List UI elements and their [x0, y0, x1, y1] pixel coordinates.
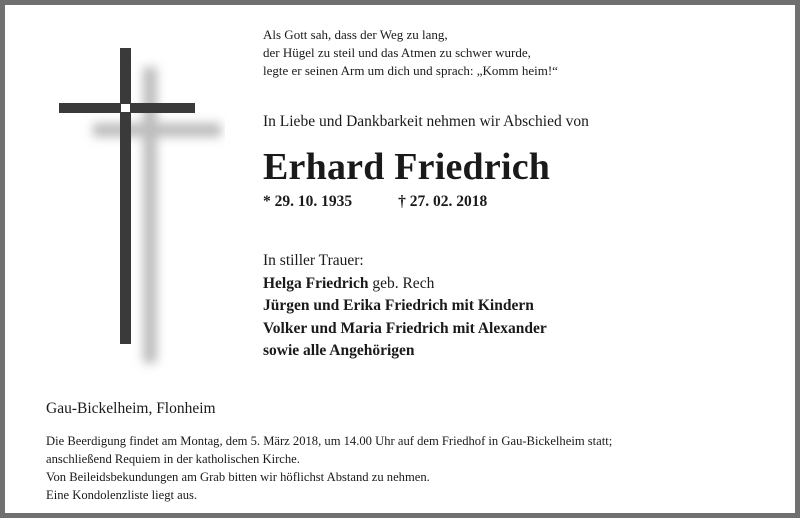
mourners-heading: In stiller Trauer:	[263, 252, 364, 269]
life-dates	[263, 193, 487, 211]
deceased-name: Erhard Friedrich	[263, 146, 551, 188]
mourner-line: Volker und Maria Friedrich mit Alexander	[263, 319, 547, 337]
mourner-maiden-name: geb. Rech	[368, 274, 435, 292]
mourner-name: Helga Friedrich	[263, 274, 369, 292]
verse	[263, 26, 558, 80]
cross-icon	[55, 45, 225, 375]
place-line: Gau-Bickelheim, Flonheim	[46, 400, 216, 417]
mourners-list	[263, 250, 547, 363]
info-line: anschließend Requiem in der katholischen Kirche.	[46, 452, 300, 466]
verse-line: Als Gott sah, dass der Weg zu lang,	[263, 27, 448, 42]
funeral-info	[46, 432, 612, 504]
mourner-line: Jürgen und Erika Friedrich mit Kindern	[263, 297, 534, 314]
info-line: Eine Kondolenzliste liegt aus.	[46, 488, 198, 502]
info-line: Von Beileidsbekundungen am Grab bitten wir höflichst Abstand zu nehmen.	[46, 470, 430, 484]
mourner-line: sowie alle Angehörigen	[263, 342, 415, 359]
info-line: Die Beerdigung findet am Montag, dem 5. März 2018, um 14.00 Uhr auf dem Friedhof in Gau-Bickelheim statt;	[46, 434, 613, 448]
death-date: † 27. 02. 2018	[398, 193, 488, 210]
verse-line: legte er seinen Arm um dich und sprach: „Komm heim!“	[263, 63, 558, 78]
birth-date: * 29. 10. 1935	[263, 193, 353, 210]
verse-line: der Hügel zu steil und das Atmen zu schwer wurde,	[263, 45, 531, 60]
mourner-line	[263, 273, 547, 296]
intro-text: In Liebe und Dankbarkeit nehmen wir Abschied von	[263, 113, 589, 130]
